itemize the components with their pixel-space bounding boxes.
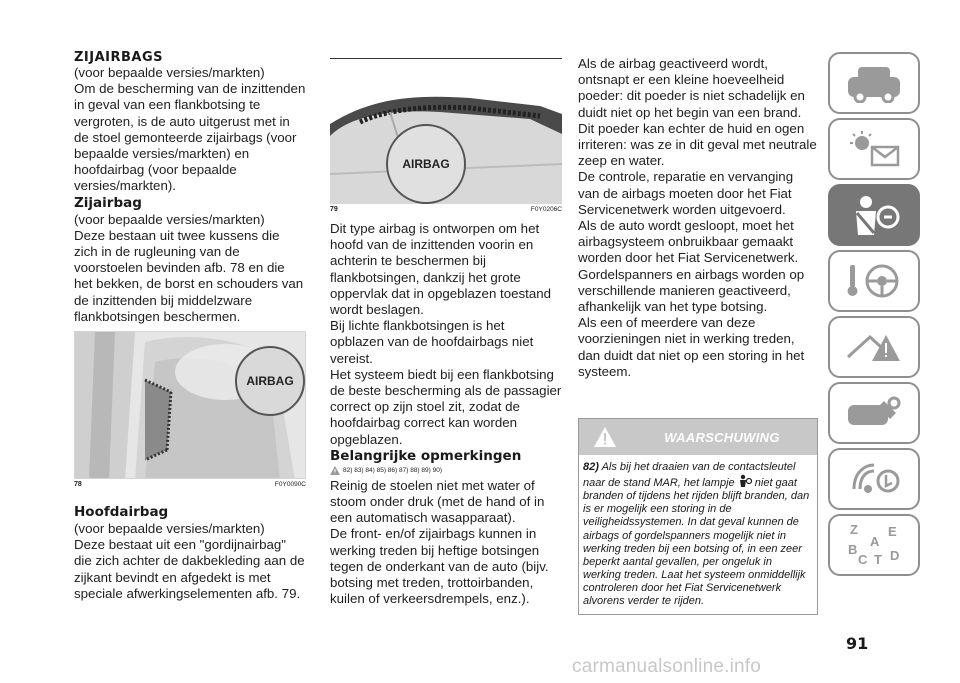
paragraph: (voor bepaalde versies/markten) [74, 211, 265, 227]
paragraph: Als de auto wordt gesloopt, moet het airbagsysteem onbruikbaar gemaakt worden door het Fiat Servicenetwerk. [578, 218, 799, 266]
airbag-badge [235, 346, 305, 416]
warning-text [579, 455, 817, 614]
index-letter: C [858, 552, 868, 567]
figure-78-seat-airbag [74, 331, 306, 479]
paragraph: Als een of meerdere van deze voorzieningen niet in werking treden, dan duidt dat niet op een storing in het systeem. [578, 315, 805, 379]
column-2 [330, 58, 562, 607]
page-number: 91 [846, 634, 869, 653]
index-letter: D [890, 548, 900, 563]
paragraph: Als de airbag geactiveerd wordt, ontsnapt er een kleine hoeveelheid poeder: dit poeder is niet schadelijk en duidt niet op het begin van een brand. Dit poeder kan echter de huid en ogen irriteren: was ze in dit geval met neutrale zeep en water. [578, 56, 817, 169]
airbag-warning-lamp-icon [738, 474, 752, 488]
figure-number: 78 [74, 481, 82, 489]
tab-safety[interactable] [828, 184, 920, 246]
paragraph: Het systeem biedt bij een flankbotsing de beste bescherming als de passagier correct op zijn stoel zit, zodat de hoofdairbag correct kan worden opgeblazen. [330, 366, 562, 447]
paragraph: Gordelspanners en airbags worden op verschillende manieren geactiveerd, afhankelijk van het type botsing. [578, 266, 805, 315]
index-letter: B [848, 542, 858, 557]
index-letter: A [870, 534, 880, 549]
tab-emergency[interactable] [828, 316, 920, 378]
figure-79-curtain-airbag [330, 64, 562, 204]
warning-title: WAARSCHUWING [664, 429, 780, 445]
tab-index[interactable] [828, 514, 920, 576]
light-envelope-icon [844, 129, 904, 169]
warning-text-part-a: Als bij het draaien van de contactsleutel naar de stand MAR, het lampje [583, 461, 796, 490]
warning-references [330, 466, 562, 475]
maintenance-wrench-icon [844, 393, 904, 433]
figure-caption [330, 206, 562, 213]
chapter-sidebar [828, 52, 920, 580]
warning-triangle-icon [330, 466, 340, 475]
subheading-important-notes: Belangrijke opmerkingen [330, 447, 522, 464]
breakdown-warning-icon [844, 327, 904, 367]
subheading-head-airbag: Hoofdairbag [74, 504, 169, 521]
paragraph: (voor bepaalde versies/markten) [74, 65, 265, 80]
seatbelt-airbag-icon [844, 193, 904, 237]
paragraph: Deze bestaat uit een "gordijnairbag" die zich achter de dakbekleding aan de zijkant bevindt en afgedekt is met speciale afwerkingselementen afb. 79. [74, 537, 305, 601]
index-letter: Z [850, 522, 858, 537]
tab-multimedia[interactable] [828, 448, 920, 510]
figure-code: F0Y0090C [274, 481, 306, 489]
subheading-side-airbag: Zijairbag [74, 194, 142, 211]
column-3 [578, 56, 818, 615]
figure-number: 79 [330, 206, 338, 213]
warning-reference-list: 82) 83) 84) 85) 86) 87) 88) 89) 90) [343, 466, 442, 474]
paragraph: Dit type airbag is ontworpen om het hoofd van de inzittenden voorin en achterin te beschermen bij flankbotsingen, dankzij het grote oppervlak dat in opgeblazen toestand wordt beslagen. [330, 221, 552, 318]
airbag-badge-label: AIRBAG [246, 374, 294, 389]
tab-dashboard[interactable] [828, 52, 920, 114]
figure-code: F0Y0206C [530, 206, 562, 213]
paragraph: (voor bepaalde versies/markten) [74, 521, 265, 537]
warning-header [579, 419, 817, 455]
section-heading-side-airbags: ZIJAIRBAGS [74, 50, 164, 65]
index-letters-icon [844, 522, 904, 568]
airbag-badge-label: AIRBAG [402, 157, 450, 171]
warning-number: 82) [583, 461, 599, 474]
paragraph: Bij lichte flankbotsingen is het opblazen van de hoofdairbags niet vereist. [330, 318, 534, 366]
index-letter: T [874, 552, 882, 567]
key-steering-wheel-icon [844, 261, 904, 301]
column-1 [74, 50, 306, 602]
paragraph: De front- en/of zijairbags kunnen in werking treden bij heftige botsingen tegen de onderkant van de auto (bijv. botsing met treden, trottoirbanden, kuilen of verkeersdrempels, enz.). [330, 526, 549, 607]
tab-starting-driving[interactable] [828, 250, 920, 312]
paragraph: De controle, reparatie en vervanging van de airbags moeten door het Fiat Servicenetwerk worden uitgevoerd. [578, 169, 794, 217]
car-dashboard-icon [844, 63, 904, 103]
warning-box [578, 418, 818, 615]
watermark: carmanualsonline.info [572, 656, 762, 677]
tab-lights[interactable] [828, 118, 920, 180]
index-letter: E [888, 524, 897, 539]
airbag-badge [386, 124, 466, 204]
warning-text-part-b: niet gaat branden of tijdens het rijden blijft branden, dan is er mogelijk een storing in de veiligheidssystemen. In dat geval kunnen de airbags of gordelspanners mogelijk niet in werking treden bij een botsing of, in een zeer beperkt aantal gevallen, per ongeluk in werking treden. Laat het systeem onmiddellijk controleren door het Fiat Servicenetwerk alvorens verder te rijden. [583, 477, 810, 607]
paragraph: Reinig de stoelen niet met water of stoom onder druk (met de hand of in een automatisch wasapparaat). [330, 477, 545, 526]
warning-triangle-icon [593, 426, 617, 448]
paragraph: Deze bestaan uit twee kussens die zich in de rugleuning van de voorstoelen bevinden afb. 78 en die het bekken, de borst en schouders van de inzittenden bij middelzware flankbotsingen beschermen. [74, 227, 304, 324]
tab-maintenance[interactable] [828, 382, 920, 444]
figure-caption [74, 481, 306, 488]
paragraph: Om de bescherming van de inzittenden in geval van een flankbotsing te vergroten, is de auto uitgerust met in de stoel gemonteerde zijairbags (voor bepaalde versies/markten) en hoofdairbag (voor bepaalde versies/markten). [74, 81, 306, 194]
multimedia-icon [844, 459, 904, 499]
